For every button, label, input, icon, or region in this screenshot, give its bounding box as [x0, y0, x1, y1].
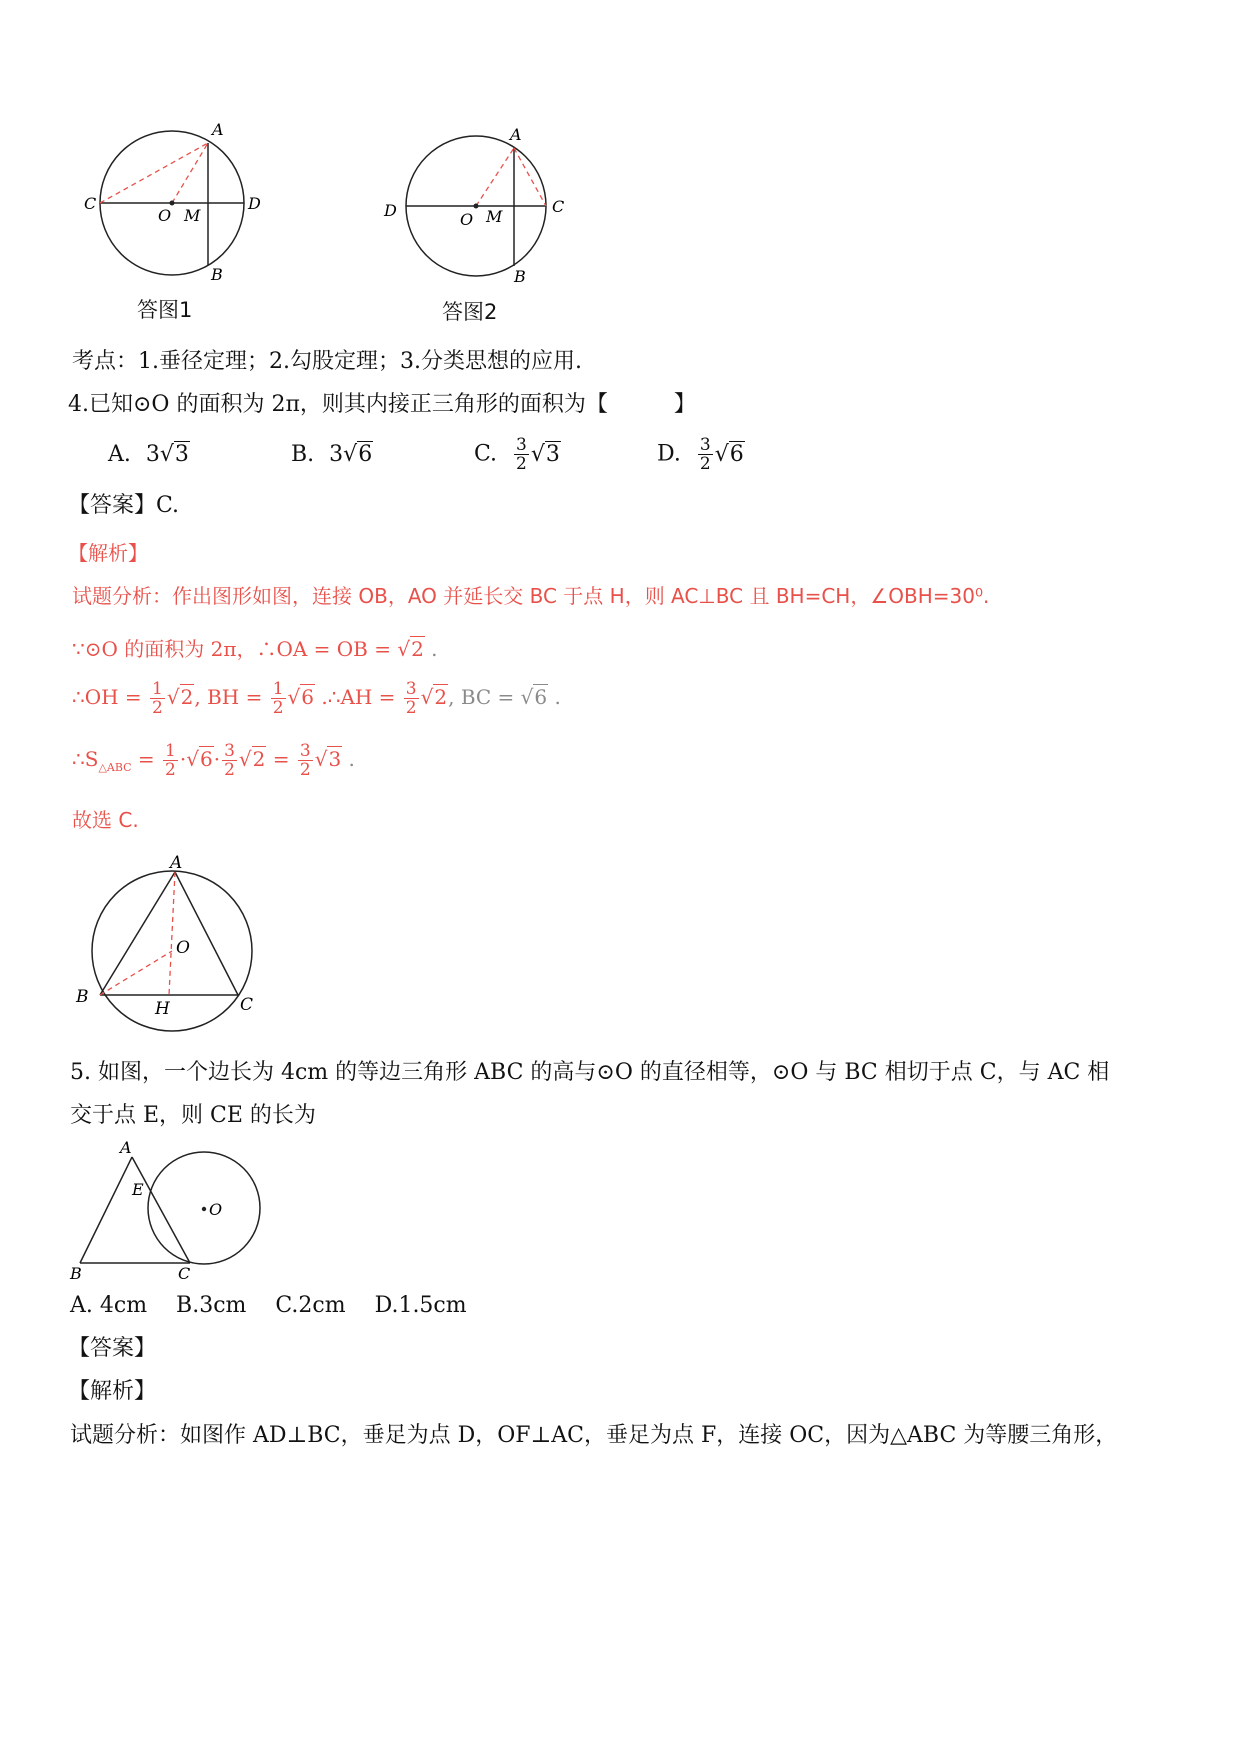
q4-fig-dash-bo [100, 951, 172, 995]
q4-option-c: C. $\frac{3}{2}$ √3 [474, 435, 560, 474]
fig2-label-a: A [510, 125, 522, 144]
figure-answer-2 [380, 122, 590, 307]
q4-option-a: A. 3√3 [108, 441, 189, 467]
q4-fig-label-c: C [240, 995, 254, 1015]
q4-option-d-den: 2 [699, 454, 711, 474]
q4-option-c-num: 3 [516, 435, 527, 455]
fig2-dash-ac [514, 148, 546, 206]
q4-option-c-den: 2 [516, 454, 527, 474]
fig1-label-m: M [184, 206, 201, 225]
fig2-label-d: D [384, 201, 397, 220]
q4-line3: ∴OH = $\frac{1}{2}$ √2, BH = $\frac{1}{2}$ √6 .∴AH = $\frac{3}{2}$ √2, BC = √6 . [72, 679, 561, 718]
q4-choose: 故选 C. [72, 808, 139, 832]
q4-option-d-rad: 6 [729, 441, 744, 467]
q4-jiexi-heading: 【解析】 [68, 541, 148, 565]
q4-line3-bh: , BH = [194, 685, 269, 709]
fig1-caption: 答图1 [137, 298, 193, 322]
q4-fig-label-o: O [176, 938, 190, 958]
q5-stem-line2: 交于点 E，则 CE 的长为 [70, 1103, 316, 1128]
q4-line3-ah: .∴AH = [315, 685, 402, 709]
q4-line2-text: ∵⊙O 的面积为 2π，∴OA = OB = [72, 637, 398, 661]
fig2-label-m: M [486, 207, 503, 226]
q4-fig-label-h: H [155, 999, 170, 1019]
q4-line4-sub: △ABC [98, 761, 132, 774]
q4-option-d: D. $\frac{3}{2}$ √6 [657, 435, 744, 474]
q5-jiexi-heading: 【解析】 [68, 1379, 157, 1404]
q5-fig-label-o: O [209, 1200, 223, 1219]
fig2-center-dot [474, 204, 479, 209]
q4-option-d-label: D. [657, 441, 681, 467]
q5-options: A. 4cm B.3cm C.2cm D.1.5cm [70, 1293, 467, 1318]
q4-line2-rad: 2 [411, 637, 424, 661]
q4-fig-label-b: B [76, 987, 89, 1007]
fig1-label-b: B [211, 265, 223, 284]
q5-fig-label-c: C [178, 1264, 191, 1283]
q4-option-a-coef: 3 [145, 441, 160, 467]
q4-line4-eq: = [131, 747, 162, 771]
fig1-label-o: O [158, 206, 172, 225]
kaodian-line: 考点：1.垂径定理；2.勾股定理；3.分类思想的应用. [72, 349, 582, 374]
q4-fig-side-ab [100, 872, 175, 995]
fig2-dash-oa [476, 148, 514, 206]
q4-line4: $\therefore S_{\triangle ABC}$ = $\frac{1}{2}$ ·√6· $\frac{3}{2}$ √2 = $\frac{3}{2}$ √3 . [72, 741, 355, 780]
q5-answer: 【答案】 [68, 1336, 157, 1361]
fig2-label-c: C [552, 197, 565, 216]
fig2-label-b: B [514, 267, 526, 286]
q4-options [108, 436, 833, 473]
q4-analysis: 试题分析：作出图形如图，连接 OB，AO 并延长交 BC 于点 H，则 AC⊥BC 且 BH=CH，∠OBH=30⁰. [72, 584, 990, 608]
q5-figure [64, 1135, 274, 1285]
q4-answer: 【答案】C. [68, 493, 180, 518]
q4-option-d-num: 3 [699, 435, 711, 455]
q4-line4-s: ∴S [72, 747, 99, 771]
fig1-dash-oa [172, 143, 208, 203]
q4-option-b-coef: 3 [329, 441, 344, 467]
q4-line3-bc: , BC = [448, 685, 521, 709]
q5-fig-center-dot [202, 1207, 206, 1211]
q4-fig-side-ac [175, 872, 238, 995]
q4-option-c-label: C. [474, 441, 498, 467]
fig1-center-dot [170, 201, 175, 206]
q4-line2: ∵⊙O 的面积为 2π，∴OA = OB = √2 . [72, 637, 438, 661]
q4-fig-label-a: A [170, 853, 183, 873]
q4-fig-dash-ah [169, 872, 175, 995]
fig1-dash-ca [100, 143, 208, 203]
q5-stem-line1: 5. 如图，一个边长为 4cm 的等边三角形 ABC 的高与⊙O 的直径相等，⊙O 与 BC 相切于点 C，与 AC 相 [70, 1060, 1110, 1085]
fig1-label-c: C [84, 194, 97, 213]
q5-fig-label-e: E [132, 1180, 144, 1199]
q4-option-b-label: B. [291, 441, 315, 467]
fig1-label-a: A [212, 120, 224, 139]
q5-fig-label-a: A [120, 1138, 132, 1157]
fig2-label-o: O [460, 210, 474, 229]
q5-analysis: 试题分析：如图作 AD⊥BC，垂足为点 D，OF⊥AC，垂足为点 F，连接 OC，因为△ABC 为等腰三角形， [70, 1423, 1118, 1448]
q4-option-c-rad: 3 [545, 441, 560, 467]
q4-option-b: B. 3√6 [291, 441, 373, 467]
q4-line3-oh: ∴OH = [72, 685, 149, 709]
q4-option-b-rad: 6 [358, 441, 373, 467]
q4-figure [68, 848, 278, 1033]
q4-stem: 4.已知⊙O 的面积为 2π，则其内接正三角形的面积为【 】 [68, 392, 696, 417]
q4-option-a-rad: 3 [174, 441, 189, 467]
fig1-label-d: D [248, 194, 261, 213]
q5-fig-side-ab [80, 1157, 132, 1263]
fig2-caption: 答图2 [442, 300, 498, 324]
q4-option-a-label: A. [108, 441, 131, 467]
figure-answer-1 [80, 115, 300, 305]
q5-fig-label-b: B [70, 1264, 82, 1283]
